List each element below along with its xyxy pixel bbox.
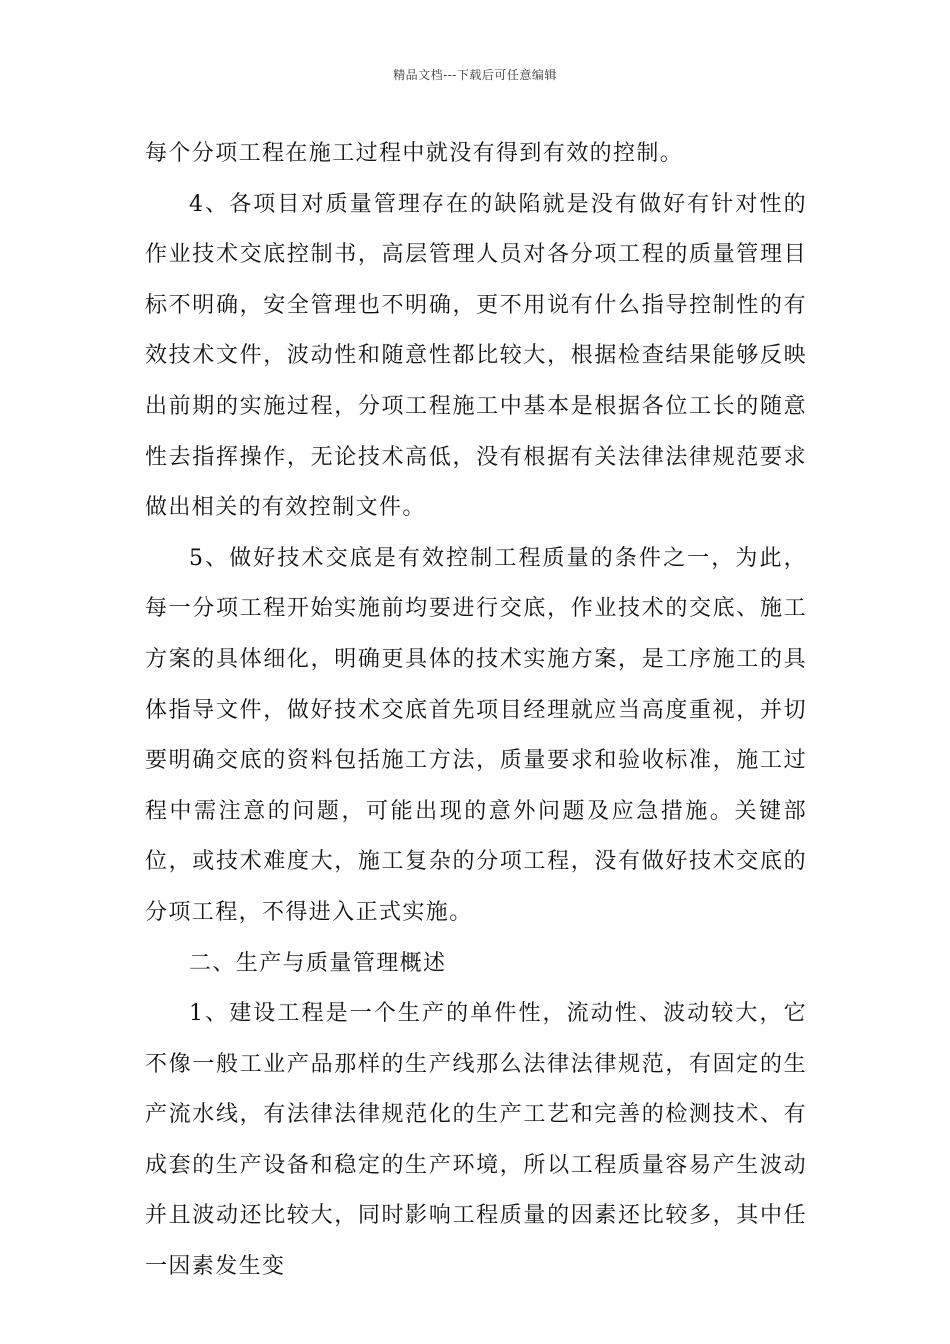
section-heading: 二、生产与质量管理概述: [189, 950, 447, 976]
paragraph-item-5: 5、做好技术交底是有效控制工程质量的条件之一，为此，每一分项工程开始实施前均要进行交底，作业技术的交底、施工方案的具体细化，明确更具体的技术实施方案，是工序施工的具体指导文件，做好技术交底首先项目经理就应当高度重视，并切要明确交底的资料包括施工方法，质量要求和验收标准，施工过程中需注意的问题，可能出现的意外问题及应急措施。关键部位，或技术难度大，施工复杂的分项工程，没有做好技术交底的分项工程，不得进入正式实施。: [145, 545, 807, 925]
page-header: 精品文档---下载后可任意编辑: [393, 68, 557, 82]
paragraph-continuation: 每个分项工程在施工过程中就没有得到有效的控制。: [145, 141, 684, 166]
paragraph-item-1: 1、建设工程是一个生产的单件性，流动性、波动较大，它不像一般工业产品那样的生产线那么法律法律规范，有固定的生产流水线，有法律法律规范化的生产工艺和完善的检测技术、有成套的生产设备和稳定的生产环境，所以工程质量容易产生波动并且波动还比较大，同时影响工程质量的因素还比较多，其中任一因素发生变: [145, 1001, 807, 1280]
paragraph-item-4: 4、各项目对质量管理存在的缺陷就是没有做好有针对性的作业技术交底控制书，高层管理人员对各分项工程的质量管理目标不明确，安全管理也不明确，更不用说有什么指导控制性的有效技术文件，波动性和随意性都比较大，根据检查结果能够反映出前期的实施过程，分项工程施工中基本是根据各位工长的随意性去指挥操作，无论技术高低，没有根据有关法律法律规范要求做出相关的有效控制文件。: [145, 191, 807, 521]
document-body: [145, 129, 807, 1293]
